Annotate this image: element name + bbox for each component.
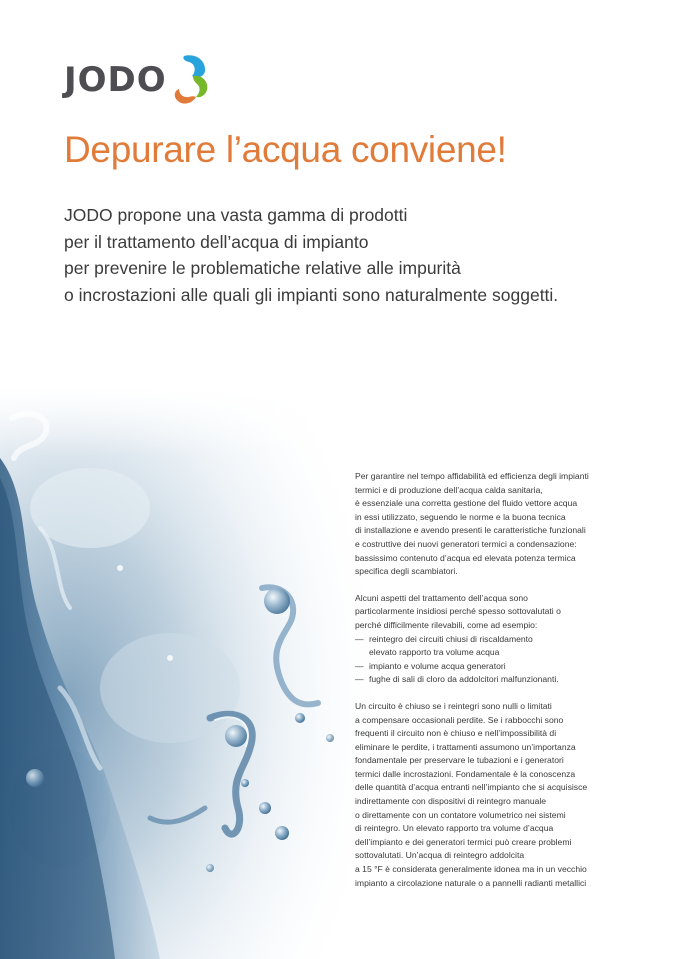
bullet-dash: —: [355, 660, 364, 671]
text-line: impianto a circolazione naturale o a pannelli radianti metallici: [355, 877, 587, 888]
text-line: specifica degli scambiatori.: [355, 566, 458, 577]
text-line: Un circuito è chiuso se i reintegri sono nulli o limitati: [355, 700, 552, 711]
text-line: indirettamente con dispositivi di reintegro manuale: [355, 796, 547, 807]
bullet-dash: —: [355, 633, 364, 644]
body-text: [355, 470, 645, 890]
bullet-item: [355, 660, 645, 674]
bullet-continuation: elevato rapporto tra volume acqua: [369, 647, 500, 658]
text-line: particolarmente insidiosi perché spesso sottovalutati o: [355, 606, 561, 617]
bullet-item: [355, 633, 645, 647]
intro-paragraph: [64, 202, 634, 308]
page-headline: Depurare l’acqua conviene!: [64, 129, 507, 170]
text-line: di reintegro. Un elevato rapporto tra volume d’acqua: [355, 823, 554, 834]
text-line: o direttamente con un contatore volumetrico nei sistemi: [355, 809, 566, 820]
intro-line: JODO propone una vasta gamma di prodotti: [64, 205, 408, 225]
text-line: a 15 °F è considerata generalmente idonea ma in un vecchio: [355, 864, 587, 875]
text-line: perché difficilmente rilevabili, come ad esempio:: [355, 619, 538, 630]
bullet-text: impianto e volume acqua generatori: [369, 660, 506, 671]
text-line: a compensare occasionali perdite. Se i rabbocchi sono: [355, 714, 564, 725]
body-paragraph-1: [355, 470, 645, 579]
logo-mark-icon: [169, 52, 209, 108]
bullet-dash: —: [355, 674, 364, 685]
text-line: eliminare le perdite, i trattamenti assumono un’importanza: [355, 741, 576, 752]
text-line: di installazione e avendo presenti le caratteristiche funzionali: [355, 525, 586, 536]
text-line: fondamentale per preservare le tubazioni e i generatori: [355, 755, 564, 766]
body-paragraph-3: [355, 700, 645, 890]
intro-line: o incrostazioni alle quali gli impianti sono naturalmente soggetti.: [64, 284, 559, 305]
text-line: in essi utilizzato, seguendo le norme e la buona tecnica: [355, 511, 566, 522]
intro-line: per prevenire le problematiche relative alle impurità: [64, 258, 461, 278]
intro-line: per il trattamento dell’acqua di impianto: [64, 231, 369, 252]
text-line: dell’impianto e dei generatori termici può creare problemi: [355, 836, 572, 847]
bullet-item: [355, 673, 645, 687]
text-line: Per garantire nel tempo affidabilità ed efficienza degli impianti: [355, 471, 589, 481]
bullet-text: reintegro dei circuiti chiusi di riscaldamento: [369, 633, 533, 644]
logo-wordmark: JODO: [64, 60, 167, 100]
text-line: è essenziale una corretta gestione del fluido vettore acqua: [355, 498, 578, 509]
water-splash-image: [0, 388, 380, 959]
text-line: frequenti il circuito non è chiuso e nell’impossibilità di: [355, 728, 557, 739]
text-line: e costruttive dei nuovi generatori termici a condensazione:: [355, 538, 577, 549]
text-line: termici dalle incrostazioni. Fondamentale è la conoscenza: [355, 768, 576, 779]
bullet-text: fughe di sali di cloro da addolcitori malfunzionanti.: [369, 674, 559, 685]
text-line: delle quantità d’acqua entranti nell’impianto che si acquisisce: [355, 782, 588, 793]
text-line: Alcuni aspetti del trattamento dell’acqua sono: [355, 592, 528, 603]
jodo-logo: [64, 52, 209, 108]
text-line: bassissimo contenuto d’acqua ed elevata potenza termica: [355, 552, 576, 563]
body-paragraph-2: [355, 592, 645, 687]
text-line: termici e di produzione dell’acqua calda sanitaria,: [355, 484, 543, 495]
text-line: sottovalutati. Un’acqua di reintegro addolcita: [355, 850, 525, 861]
